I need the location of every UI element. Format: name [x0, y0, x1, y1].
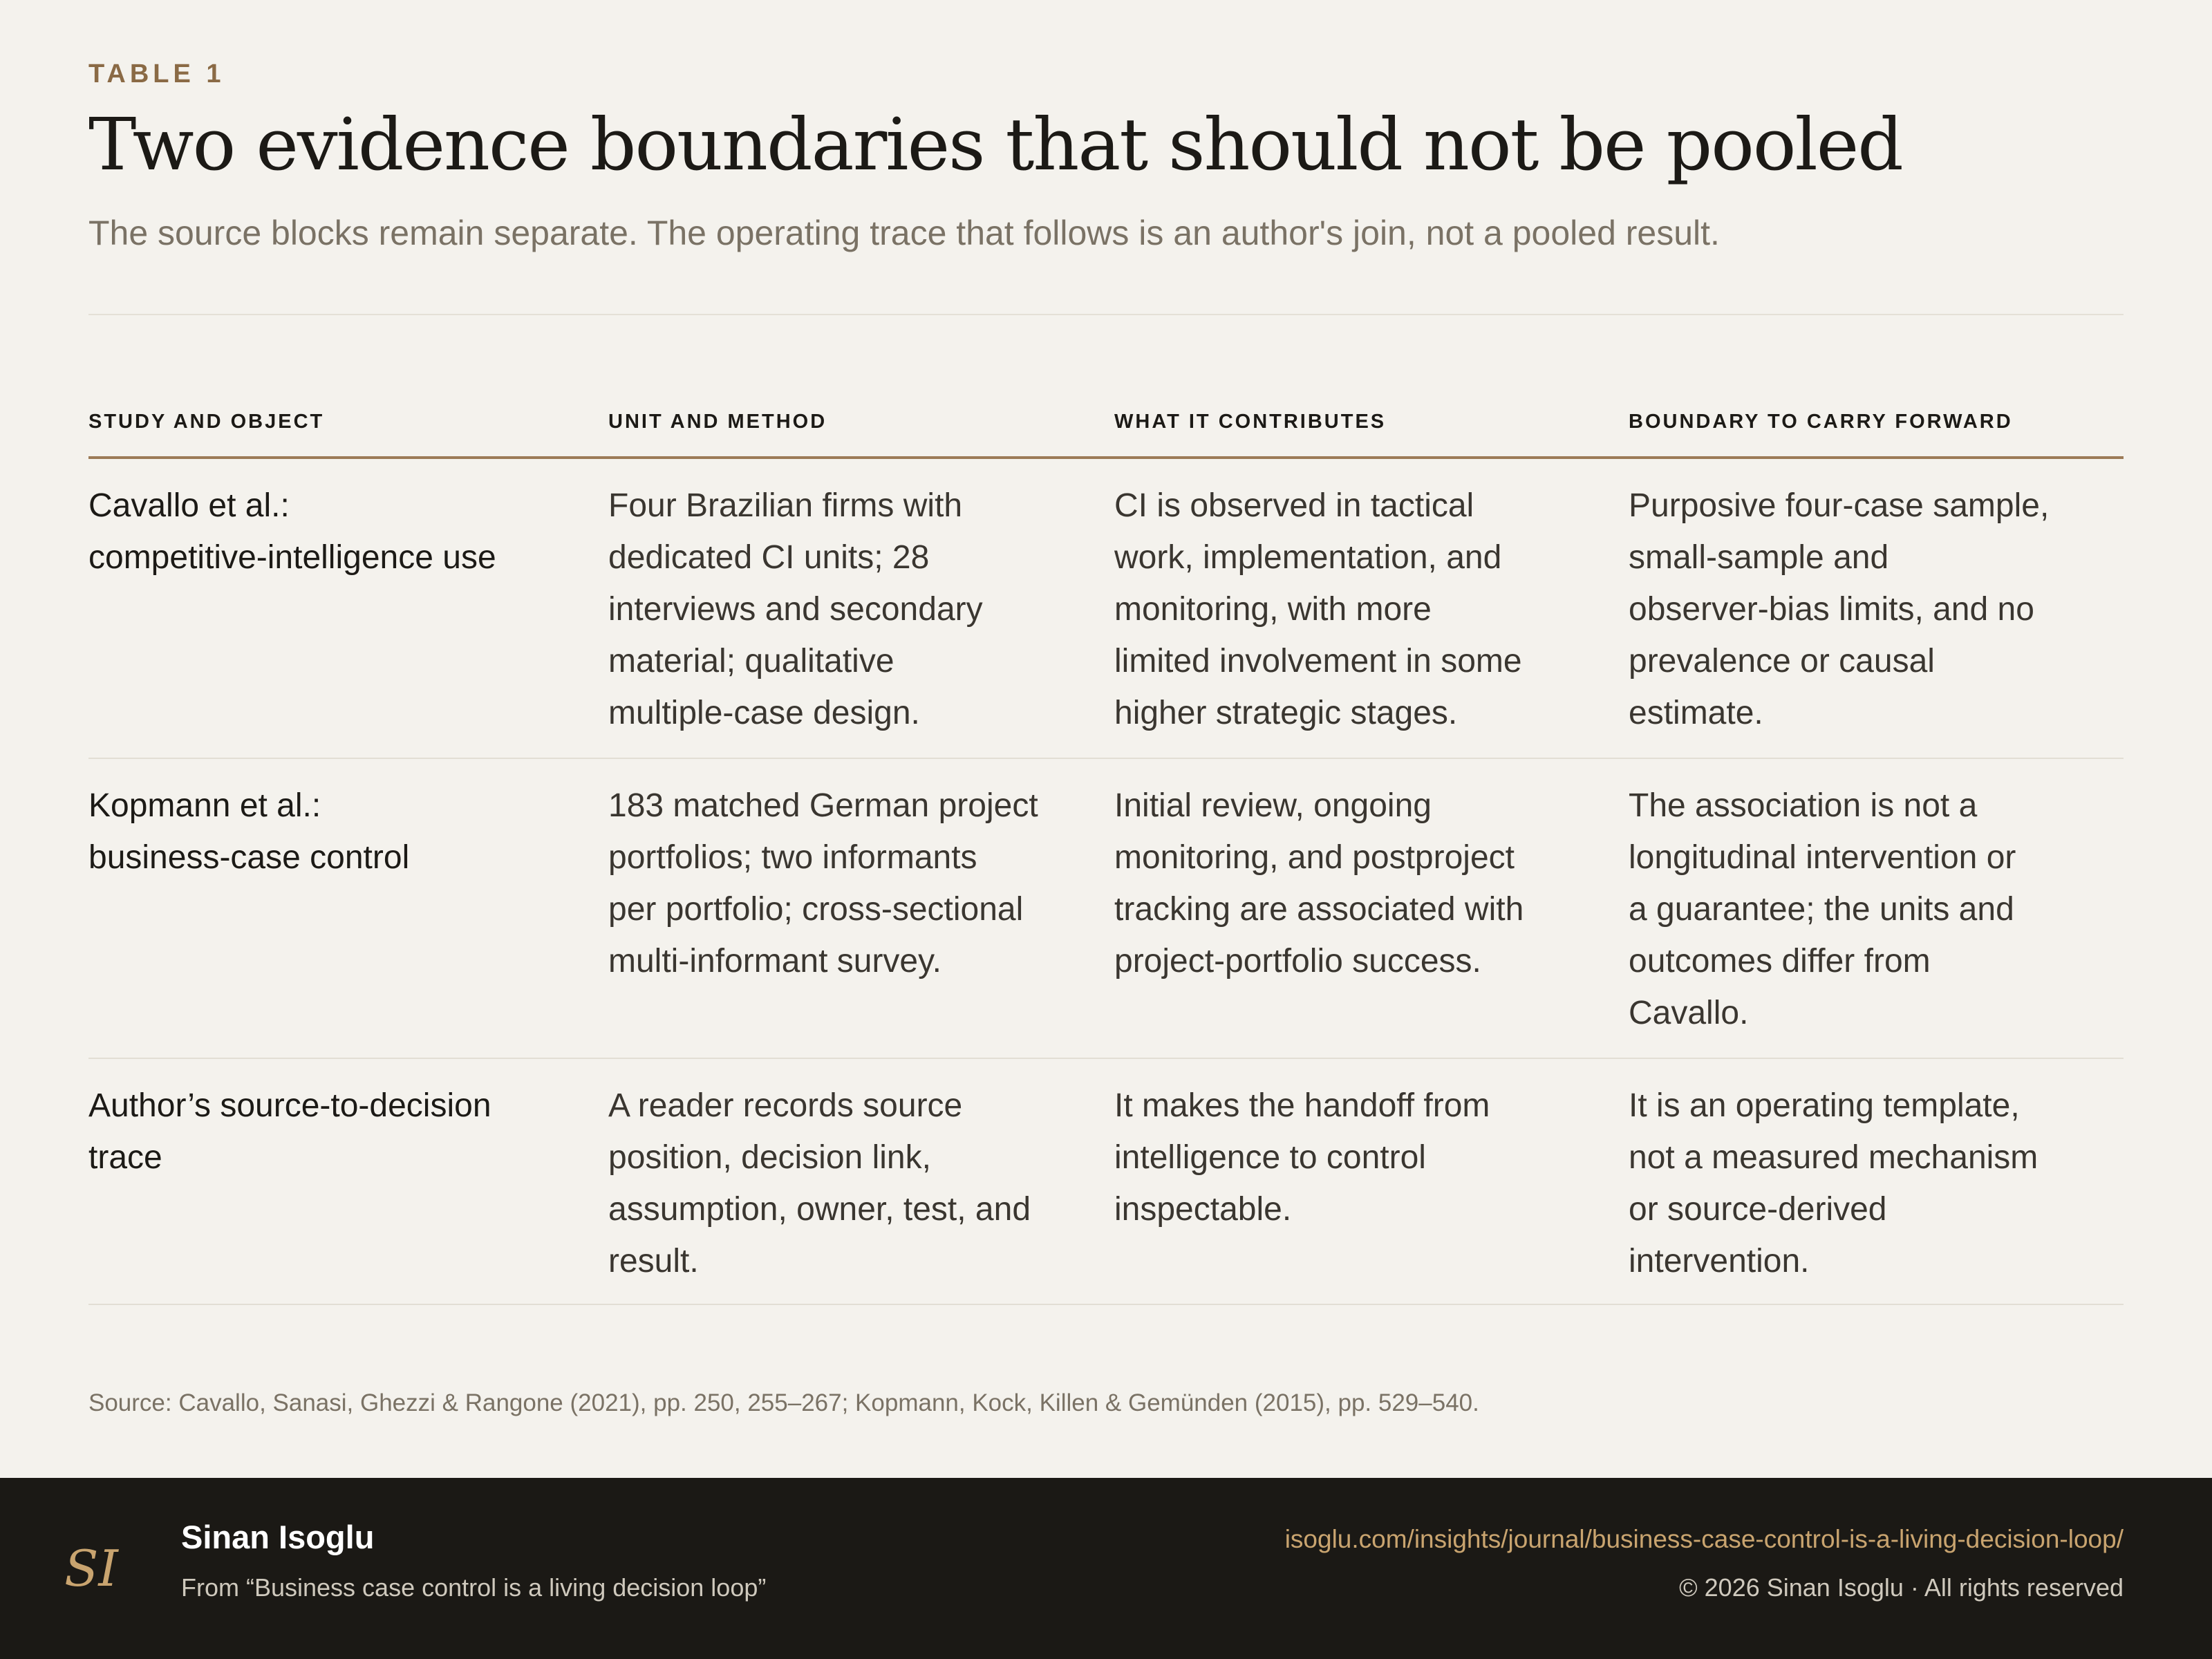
table-cell-method: [608, 780, 1092, 987]
cell-line: It is an operating template,: [1629, 1087, 2020, 1124]
table-cell-boundary: [1629, 1080, 2124, 1287]
cell-line: small-sample and: [1629, 539, 1889, 576]
header-divider: [88, 456, 2124, 459]
table-cell-study: [88, 480, 572, 583]
cell-line: longitudinal intervention or: [1629, 839, 2016, 876]
cell-line: A reader records source: [608, 1087, 963, 1124]
row-divider: [88, 1058, 2124, 1059]
cell-line: multiple-case design.: [608, 695, 920, 731]
cell-line: CI is observed in tactical: [1114, 487, 1474, 524]
article-reference: From “Business case control is a living decision loop”: [181, 1573, 767, 1602]
cell-line: per portfolio; cross-sectional: [608, 891, 1024, 928]
cell-line: monitoring, with more: [1114, 591, 1432, 628]
cell-line: monitoring, and postproject: [1114, 839, 1515, 876]
table-cell-contribution: [1114, 1080, 1612, 1235]
cell-line: intelligence to control: [1114, 1139, 1426, 1176]
cell-line: competitive-intelligence use: [88, 539, 496, 576]
cell-line: portfolios; two informants: [608, 839, 977, 876]
table-cell-contribution: [1114, 780, 1612, 987]
cell-line: Kopmann et al.:: [88, 787, 321, 824]
table-cell-contribution: [1114, 480, 1612, 739]
table-label: TABLE 1: [88, 59, 225, 88]
page-title: Two evidence boundaries that should not be pooled: [88, 102, 1902, 187]
cell-line: The association is not a: [1629, 787, 1978, 824]
title-divider: [88, 314, 2124, 315]
cell-line: or source-derived: [1629, 1191, 1887, 1228]
row-divider: [88, 758, 2124, 759]
cell-line: Four Brazilian firms with: [608, 487, 963, 524]
cell-line: not a measured mechanism: [1629, 1139, 2038, 1176]
column-header-boundary: BOUNDARY TO CARRY FORWARD: [1629, 411, 2013, 433]
cell-line: higher strategic stages.: [1114, 695, 1458, 731]
cell-line: interviews and secondary: [608, 591, 983, 628]
cell-line: observer-bias limits, and no: [1629, 591, 2034, 628]
cell-line: project-portfolio success.: [1114, 943, 1481, 980]
article-link[interactable]: isoglu.com/insights/journal/business-case-control-is-a-living-decision-loop/: [1284, 1525, 2124, 1553]
table-cell-method: [608, 1080, 1092, 1287]
cell-line: Cavallo.: [1629, 995, 1749, 1031]
cell-line: a guarantee; the units and: [1629, 891, 2014, 928]
cell-line: result.: [608, 1243, 699, 1280]
cell-line: material; qualitative: [608, 643, 894, 679]
footer: [0, 1478, 2212, 1659]
cell-line: assumption, owner, test, and: [608, 1191, 1031, 1228]
svg-text:SI: SI: [64, 1539, 118, 1597]
row-divider: [88, 1304, 2124, 1305]
cell-line: inspectable.: [1114, 1191, 1292, 1228]
copyright-notice: © 2026 Sinan Isoglu · All rights reserved: [1679, 1573, 2124, 1602]
table-cell-boundary: [1629, 480, 2124, 739]
cell-line: Initial review, ongoing: [1114, 787, 1432, 824]
table-cell-study: [88, 780, 572, 883]
column-header-contribution: WHAT IT CONTRIBUTES: [1114, 411, 1387, 433]
cell-line: Author’s source-to-decision: [88, 1087, 491, 1124]
cell-line: position, decision link,: [608, 1139, 931, 1176]
cell-line: prevalence or causal: [1629, 643, 1935, 679]
cell-line: intervention.: [1629, 1243, 1810, 1280]
source-note: Source: Cavallo, Sanasi, Ghezzi & Rangone (2021), pp. 250, 255–267; Kopmann, Kock, Killen & Gemünden (2015), pp. 529–540.: [88, 1389, 1479, 1416]
cell-line: 183 matched German project: [608, 787, 1038, 824]
table-cell-boundary: [1629, 780, 2124, 1039]
cell-line: dedicated CI units; 28: [608, 539, 930, 576]
monogram-logo: [64, 1537, 119, 1600]
cell-line: work, implementation, and: [1114, 539, 1502, 576]
table-cell-method: [608, 480, 1092, 739]
column-header-method: UNIT AND METHOD: [608, 411, 827, 433]
cell-line: limited involvement in some: [1114, 643, 1522, 679]
cell-line: tracking are associated with: [1114, 891, 1524, 928]
cell-line: Cavallo et al.:: [88, 487, 290, 524]
author-name: Sinan Isoglu: [181, 1519, 375, 1555]
cell-line: estimate.: [1629, 695, 1763, 731]
cell-line: multi-informant survey.: [608, 943, 941, 980]
cell-line: business-case control: [88, 839, 410, 876]
table-cell-study: [88, 1080, 572, 1183]
cell-line: Purposive four-case sample,: [1629, 487, 2050, 524]
cell-line: It makes the handoff from: [1114, 1087, 1490, 1124]
column-header-study: STUDY AND OBJECT: [88, 411, 325, 433]
cell-line: trace: [88, 1139, 162, 1176]
page-subtitle: The source blocks remain separate. The operating trace that follows is an author's join, not a pooled result.: [88, 214, 1720, 252]
cell-line: outcomes differ from: [1629, 943, 1931, 980]
